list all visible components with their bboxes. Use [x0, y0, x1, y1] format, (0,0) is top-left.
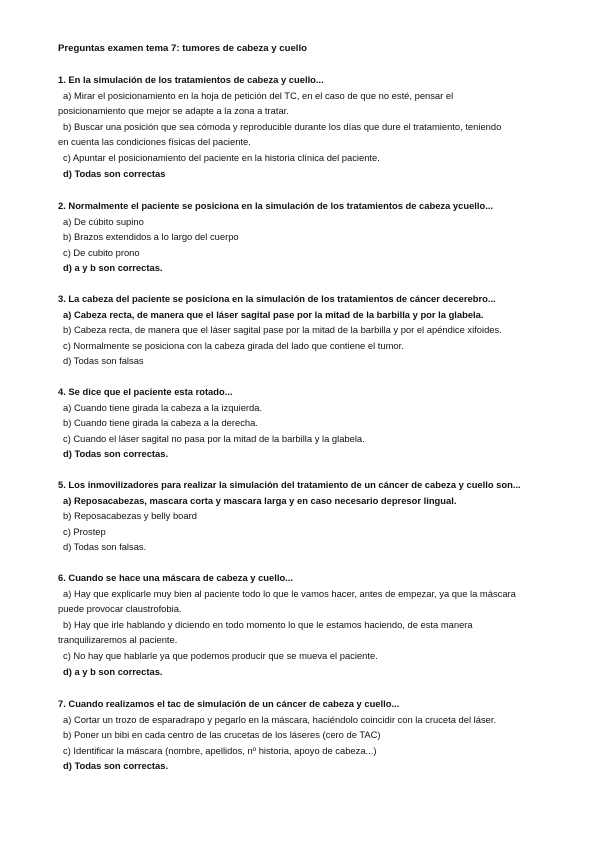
option-d: d) a y b son correctas.	[63, 262, 163, 274]
option-a-continuation: puede provocar claustrofobia.	[58, 603, 182, 615]
question-text: 6. Cuando se hace una máscara de cabeza y cuello...	[58, 572, 293, 583]
question-3	[58, 291, 542, 369]
question-text: 4. Se dice que el paciente esta rotado...	[58, 386, 233, 397]
option-c: c) Apuntar el posicionamiento del paciente en la historia clínica del paciente.	[63, 151, 380, 163]
question-5	[58, 477, 542, 555]
option-b: b) Reposacabezas y belly board	[63, 510, 197, 522]
option-b-continuation: en cuenta las condiciones físicas del paciente.	[58, 136, 251, 148]
option-a: a) De cúbito supino	[63, 215, 144, 227]
option-c: c) Prostep	[63, 525, 106, 537]
option-b: b) Cabeza recta, de manera que el láser sagital pase por la mitad de la barbilla y por el apéndice xifoides.	[63, 324, 502, 336]
question-text: 5. Los inmovilizadores para realizar la simulación del tratamiento de un cáncer de cabeza y cuello son...	[58, 479, 521, 490]
option-a: a) Mirar el posicionamiento en la hoja de petición del TC, en el caso de que no esté, pensar el	[63, 89, 454, 101]
question-1	[58, 72, 542, 181]
option-a: a) Reposacabezas, mascara corta y mascara larga y en caso necesario depresor lingual.	[63, 494, 457, 506]
option-d: d) Todas son correctas.	[63, 448, 169, 460]
document-title: Preguntas examen tema 7: tumores de cabeza y cuello	[58, 43, 308, 54]
option-b: b) Buscar una posición que sea cómoda y reproducible durante los días que dure el tratamiento, teniendo	[63, 120, 502, 132]
option-d: d) Todas son correctas	[63, 167, 166, 179]
option-b: b) Cuando tiene girada la cabeza a la derecha.	[63, 417, 258, 429]
option-c: c) No hay que hablarle ya que podemos producir que se mueva el paciente.	[63, 649, 378, 661]
question-text: 2. Normalmente el paciente se posiciona en la simulación de los tratamientos de cabeza ycuello...	[58, 200, 494, 211]
option-a: a) Cuando tiene girada la cabeza a la izquierda.	[63, 401, 263, 413]
option-c: c) Identificar la máscara (nombre, apellidos, nº historia, apoyo de cabeza...)	[63, 744, 377, 756]
option-b: b) Hay que irle hablando y diciendo en todo momento lo que le estamos haciendo, de esta manera	[63, 618, 473, 630]
question-text: 7. Cuando realizamos el tac de simulación de un cáncer de cabeza y cuello...	[58, 698, 400, 709]
option-a: a) Hay que explicarle muy bien al paciente todo lo que le vamos hacer, antes de empezar, ya que la máscara	[63, 587, 516, 599]
option-a-continuation: posicionamiento que mejor se adapte a la zona a tratar.	[58, 105, 289, 117]
option-b-continuation: tranquilizaremos al paciente.	[58, 634, 178, 646]
option-d: d) Todas son correctas.	[63, 760, 169, 772]
option-d: d) Todas son falsas.	[63, 541, 147, 553]
option-a: a) Cabeza recta, de manera que el láser sagital pase por la mitad de la barbilla y por la glabela.	[63, 308, 484, 320]
option-b: b) Poner un bibi en cada centro de las crucetas de los láseres (cero de TAC)	[63, 729, 381, 741]
option-c: c) De cubito prono	[63, 246, 140, 258]
question-6	[58, 570, 542, 679]
option-d: d) a y b son correctas.	[63, 665, 163, 677]
question-2	[58, 198, 542, 276]
option-d: d) Todas son falsas	[63, 355, 144, 367]
option-b: b) Brazos extendidos a lo largo del cuerpo	[63, 231, 239, 243]
question-text: 3. La cabeza del paciente se posiciona en la simulación de los tratamientos de cáncer decerebro...	[58, 293, 496, 304]
question-text: 1. En la simulación de los tratamientos de cabeza y cuello...	[58, 74, 324, 85]
option-c: c) Cuando el láser sagital no pasa por la mitad de la barbilla y la glabela.	[63, 432, 365, 444]
question-4	[58, 384, 542, 462]
question-7	[58, 696, 542, 774]
option-c: c) Normalmente se posiciona con la cabeza girada del lado que contiene el tumor.	[63, 339, 404, 351]
option-a: a) Cortar un trozo de esparadrapo y pegarlo en la máscara, haciéndolo coincidir con la cruceta del láser.	[63, 713, 497, 725]
